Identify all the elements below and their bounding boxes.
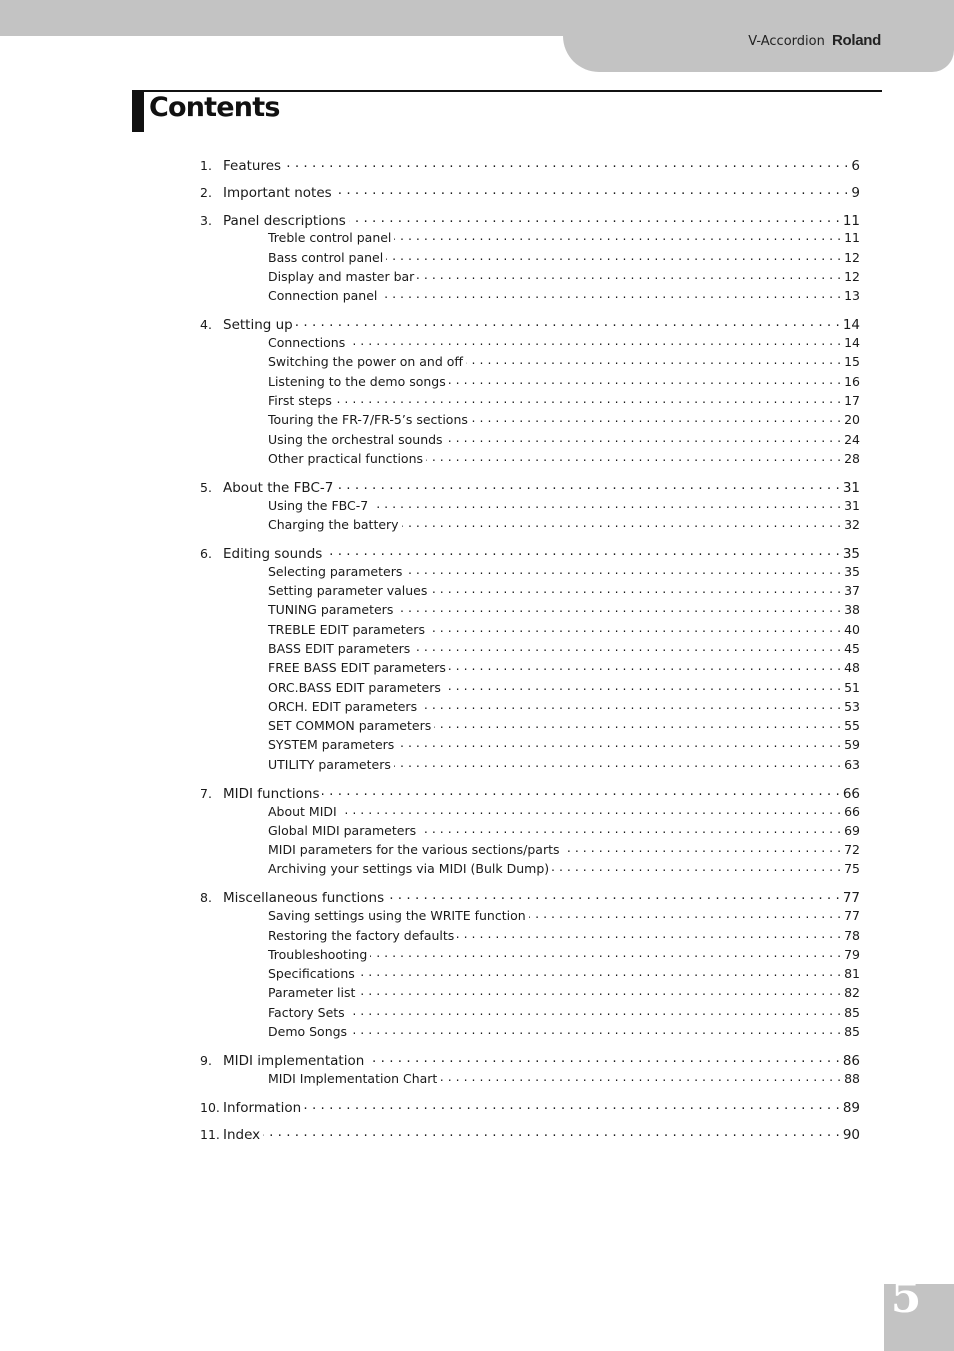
toc-subentry-page: 79 xyxy=(844,946,860,962)
toc-subentry[interactable] xyxy=(268,842,860,859)
toc-subentry-page: 37 xyxy=(844,583,860,598)
dot-leader xyxy=(394,230,841,243)
dot-leader xyxy=(449,373,841,386)
toc-subentry-label: Other practical functions xyxy=(268,450,423,466)
dot-leader xyxy=(296,316,840,330)
toc-subentry-label: Global MIDI parameters xyxy=(268,822,417,838)
toc-subentry[interactable] xyxy=(268,602,860,619)
toc-entry-page: 89 xyxy=(842,1099,860,1116)
toc-subentry[interactable] xyxy=(268,450,860,467)
dot-leader xyxy=(417,268,841,281)
toc-subentry[interactable] xyxy=(268,516,860,533)
page-title: Contents xyxy=(149,92,280,123)
toc-subentry[interactable] xyxy=(268,268,860,285)
toc-subentry-label: BASS EDIT parameters xyxy=(268,640,411,656)
toc-subentry-page: 85 xyxy=(844,1004,860,1020)
toc-subentry[interactable] xyxy=(268,431,860,448)
toc-subentry-page: 51 xyxy=(844,679,860,695)
toc-entry-number: 8. xyxy=(200,890,212,906)
toc-subentry[interactable] xyxy=(268,1024,860,1041)
brand-logo: Roland xyxy=(831,32,881,49)
toc-subentry-label: Demo Songs xyxy=(268,1024,348,1039)
toc-entry-page: 11 xyxy=(842,212,860,229)
toc-entry-number: 1. xyxy=(200,157,212,173)
dot-leader xyxy=(322,784,839,798)
toc-subentry-page: 15 xyxy=(844,354,860,370)
toc-subentry-label: Specifications xyxy=(268,966,355,982)
toc-subentry[interactable] xyxy=(268,908,860,925)
toc-subentry-page: 35 xyxy=(844,563,860,579)
toc-subentry-label: Parameter list xyxy=(268,985,356,1001)
toc-entry-page: 35 xyxy=(842,545,860,562)
toc-subentry-label: First steps xyxy=(268,392,332,408)
toc-entry-number: 5. xyxy=(200,479,212,495)
toc-entry-label: Miscellaneous functions xyxy=(223,890,385,907)
toc-entry-label: About the FBC-7 xyxy=(223,479,334,496)
dot-leader xyxy=(426,450,841,463)
dot-leader xyxy=(446,431,842,444)
dot-leader xyxy=(367,1052,840,1066)
toc-subentry-label: Treble control panel xyxy=(268,230,392,246)
toc-subentry-label: Setting parameter values xyxy=(268,583,428,598)
dot-leader xyxy=(471,412,841,425)
toc-subentry-page: 16 xyxy=(844,373,860,389)
toc-entry[interactable] xyxy=(200,156,860,174)
toc-subentry-page: 45 xyxy=(844,640,860,656)
toc-entry-page: 90 xyxy=(842,1127,860,1144)
toc-entry-label: MIDI functions xyxy=(223,785,320,802)
dot-leader xyxy=(336,478,839,492)
toc-entry-number: 11. xyxy=(200,1127,220,1143)
toc-entry[interactable] xyxy=(200,316,860,334)
toc-subentry-page: 59 xyxy=(844,737,860,753)
toc-subentry[interactable] xyxy=(268,288,860,305)
toc-subentry[interactable] xyxy=(268,621,860,638)
toc-subentry-page: 20 xyxy=(844,412,860,428)
page-number: 5 xyxy=(890,1272,922,1323)
dot-leader xyxy=(419,822,841,835)
dot-leader xyxy=(449,660,841,673)
toc-entry[interactable] xyxy=(200,478,860,496)
toc-entry[interactable] xyxy=(200,184,860,202)
dot-leader xyxy=(348,1004,841,1017)
toc-subentry[interactable] xyxy=(268,679,860,696)
dot-leader xyxy=(457,927,841,940)
dot-leader xyxy=(335,184,849,198)
toc-entry-number: 4. xyxy=(200,317,212,333)
product-name: V-Accordion xyxy=(748,34,825,49)
toc-subentry-label: FREE BASS EDIT parameters xyxy=(268,660,446,676)
toc-subentry-page: 13 xyxy=(844,288,860,304)
toc-subentry[interactable] xyxy=(268,966,860,983)
dot-leader xyxy=(402,516,842,529)
dot-leader xyxy=(358,966,841,979)
toc-entry-label: MIDI implementation xyxy=(223,1053,365,1069)
toc-subentry-page: 66 xyxy=(844,803,860,819)
toc-subentry-label: TUNING parameters xyxy=(268,602,394,618)
toc-subentry[interactable] xyxy=(268,392,860,409)
dot-leader xyxy=(466,354,841,367)
toc-subentry[interactable] xyxy=(268,1070,860,1087)
dot-leader xyxy=(420,698,841,711)
toc-subentry[interactable] xyxy=(268,946,860,963)
toc-subentry-page: 28 xyxy=(844,450,860,466)
toc-subentry[interactable] xyxy=(268,640,860,657)
toc-subentry-label: Using the FBC-7 xyxy=(268,497,369,513)
toc-entry-label: Features xyxy=(223,157,282,174)
toc-subentry-page: 24 xyxy=(844,431,860,447)
toc-entry-number: 9. xyxy=(200,1053,212,1068)
toc-subentry[interactable] xyxy=(268,698,860,715)
toc-entry-number: 2. xyxy=(200,185,212,200)
dot-leader xyxy=(325,544,839,558)
dot-leader xyxy=(350,1024,841,1037)
toc-entry-label: Setting up xyxy=(223,317,293,334)
toc-entry[interactable] xyxy=(200,544,860,562)
toc-subentry[interactable] xyxy=(268,660,860,677)
toc-subentry-page: 53 xyxy=(844,698,860,714)
toc-subentry-page: 69 xyxy=(844,822,860,838)
toc-subentry[interactable] xyxy=(268,822,860,839)
toc-entry-label: Index xyxy=(223,1127,261,1144)
toc-subentry-label: Display and master bar xyxy=(268,268,415,284)
dot-leader xyxy=(387,889,840,903)
toc-entry[interactable] xyxy=(200,211,860,229)
toc-entry-label: Information xyxy=(223,1099,302,1116)
toc-subentry-page: 38 xyxy=(844,602,860,618)
toc-entry-page: 31 xyxy=(842,479,860,496)
dot-leader xyxy=(444,679,841,692)
toc-subentry-page: 75 xyxy=(844,861,860,877)
toc-entry[interactable] xyxy=(200,1126,860,1144)
toc-subentry[interactable] xyxy=(268,718,860,735)
toc-subentry-page: 14 xyxy=(844,335,860,350)
toc-subentry[interactable] xyxy=(268,1004,860,1021)
dot-leader xyxy=(284,156,848,170)
toc-subentry-label: MIDI Implementation Chart xyxy=(268,1070,438,1086)
toc-subentry-page: 55 xyxy=(844,718,860,734)
toc-subentry[interactable] xyxy=(268,230,860,247)
toc-subentry-label: MIDI parameters for the various sections/parts xyxy=(268,842,560,858)
toc-entry-number: 7. xyxy=(200,785,212,801)
toc-subentry-label: Switching the power on and off xyxy=(268,354,464,370)
toc-subentry-label: ORC.BASS EDIT parameters xyxy=(268,679,441,695)
toc-subentry-label: Archiving your settings via MIDI (Bulk Dump) xyxy=(268,861,550,877)
dot-leader xyxy=(304,1098,840,1112)
toc-subentry-label: Connections xyxy=(268,335,346,350)
toc-subentry-page: 77 xyxy=(844,908,860,924)
toc-subentry-page: 88 xyxy=(844,1070,860,1086)
toc-subentry-label: SET COMMON parameters xyxy=(268,718,432,734)
toc-subentry[interactable] xyxy=(268,803,860,820)
toc-subentry-label: Connection panel xyxy=(268,288,378,304)
toc-entry-label: Panel descriptions xyxy=(223,212,346,229)
toc-entry-label: Important notes xyxy=(223,185,332,201)
toc-entry-label: Editing sounds xyxy=(223,545,323,562)
dot-leader xyxy=(340,803,841,816)
toc-subentry[interactable] xyxy=(268,737,860,754)
toc-subentry[interactable] xyxy=(268,412,860,429)
toc-entry[interactable] xyxy=(200,1098,860,1116)
toc-subentry-page: 72 xyxy=(844,842,860,858)
toc-subentry[interactable] xyxy=(268,354,860,371)
running-header xyxy=(748,32,881,49)
dot-leader xyxy=(349,211,840,225)
toc-subentry-label: Bass control panel xyxy=(268,249,384,265)
toc-entry-page: 77 xyxy=(842,890,860,907)
toc-subentry-label: Touring the FR-7/FR-5’s sections xyxy=(268,412,468,428)
toc-subentry-label: About MIDI xyxy=(268,803,337,819)
toc-subentry[interactable] xyxy=(268,497,860,514)
toc-entry[interactable] xyxy=(200,889,860,907)
toc-subentry-label: TREBLE EDIT parameters xyxy=(268,621,425,637)
dot-leader xyxy=(440,1070,841,1083)
toc-subentry-label: Saving settings using the WRITE function xyxy=(268,908,526,924)
dot-leader xyxy=(552,861,841,874)
toc-subentry-page: 78 xyxy=(844,927,860,943)
dot-leader xyxy=(413,640,841,653)
toc-subentry-page: 40 xyxy=(844,621,860,637)
toc-subentry-label: ORCH. EDIT parameters xyxy=(268,698,418,714)
dot-leader xyxy=(263,1126,840,1140)
dot-leader xyxy=(405,563,841,576)
toc-subentry-page: 85 xyxy=(844,1024,860,1039)
dot-leader xyxy=(529,908,841,921)
toc-subentry[interactable] xyxy=(268,985,860,1002)
toc-subentry[interactable] xyxy=(268,373,860,390)
toc-subentry-page: 82 xyxy=(844,985,860,1001)
toc-entry-page: 6 xyxy=(851,157,860,174)
toc-subentry-label: Troubleshooting xyxy=(268,946,368,962)
title-marker xyxy=(132,90,144,132)
dot-leader xyxy=(563,842,842,855)
dot-leader xyxy=(394,756,841,769)
toc-subentry-page: 12 xyxy=(844,268,860,284)
dot-leader xyxy=(430,583,841,596)
toc-subentry-label: Factory Sets xyxy=(268,1004,345,1020)
toc-subentry-page: 12 xyxy=(844,249,860,265)
dot-leader xyxy=(371,497,841,510)
toc-entry-page: 9 xyxy=(851,185,860,201)
dot-leader xyxy=(428,621,841,634)
toc-entry-page: 14 xyxy=(842,317,860,334)
toc-entry-number: 3. xyxy=(200,212,212,228)
toc-entry-page: 66 xyxy=(842,785,860,802)
toc-subentry-page: 32 xyxy=(844,516,860,532)
toc-entry-page: 86 xyxy=(842,1053,860,1069)
toc-subentry-page: 63 xyxy=(844,756,860,772)
toc-subentry-label: Restoring the factory defaults xyxy=(268,927,455,943)
toc-subentry-page: 31 xyxy=(844,497,860,513)
toc-subentry-page: 48 xyxy=(844,660,860,676)
toc-subentry[interactable] xyxy=(268,927,860,944)
toc-entry[interactable] xyxy=(200,1052,860,1070)
toc-subentry-page: 17 xyxy=(844,392,860,408)
toc-subentry-label: Listening to the demo songs xyxy=(268,373,446,389)
toc-subentry-label: Charging the battery xyxy=(268,516,399,532)
toc-subentry[interactable] xyxy=(268,563,860,580)
toc-subentry-label: UTILITY parameters xyxy=(268,756,391,772)
toc-subentry[interactable] xyxy=(268,335,860,352)
toc-entry[interactable] xyxy=(200,784,860,802)
dot-leader xyxy=(358,985,841,998)
toc-subentry-label: Using the orchestral sounds xyxy=(268,431,443,447)
dot-leader xyxy=(348,335,841,348)
dot-leader xyxy=(396,602,841,615)
toc-entry-number: 6. xyxy=(200,545,212,561)
toc-subentry[interactable] xyxy=(268,583,860,600)
dot-leader xyxy=(397,737,841,750)
dot-leader xyxy=(370,946,841,959)
toc-subentry[interactable] xyxy=(268,861,860,878)
toc-subentry-label: Selecting parameters xyxy=(268,563,403,579)
dot-leader xyxy=(434,718,841,731)
toc-entry-number: 10. xyxy=(200,1099,220,1115)
dot-leader xyxy=(335,392,841,405)
toc-subentry-page: 81 xyxy=(844,966,860,982)
toc-subentry[interactable] xyxy=(268,249,860,266)
dot-leader xyxy=(386,249,841,262)
toc-subentry-label: SYSTEM parameters xyxy=(268,737,395,753)
toc-subentry[interactable] xyxy=(268,756,860,773)
toc-subentry-page: 11 xyxy=(844,230,860,246)
dot-leader xyxy=(380,288,841,301)
